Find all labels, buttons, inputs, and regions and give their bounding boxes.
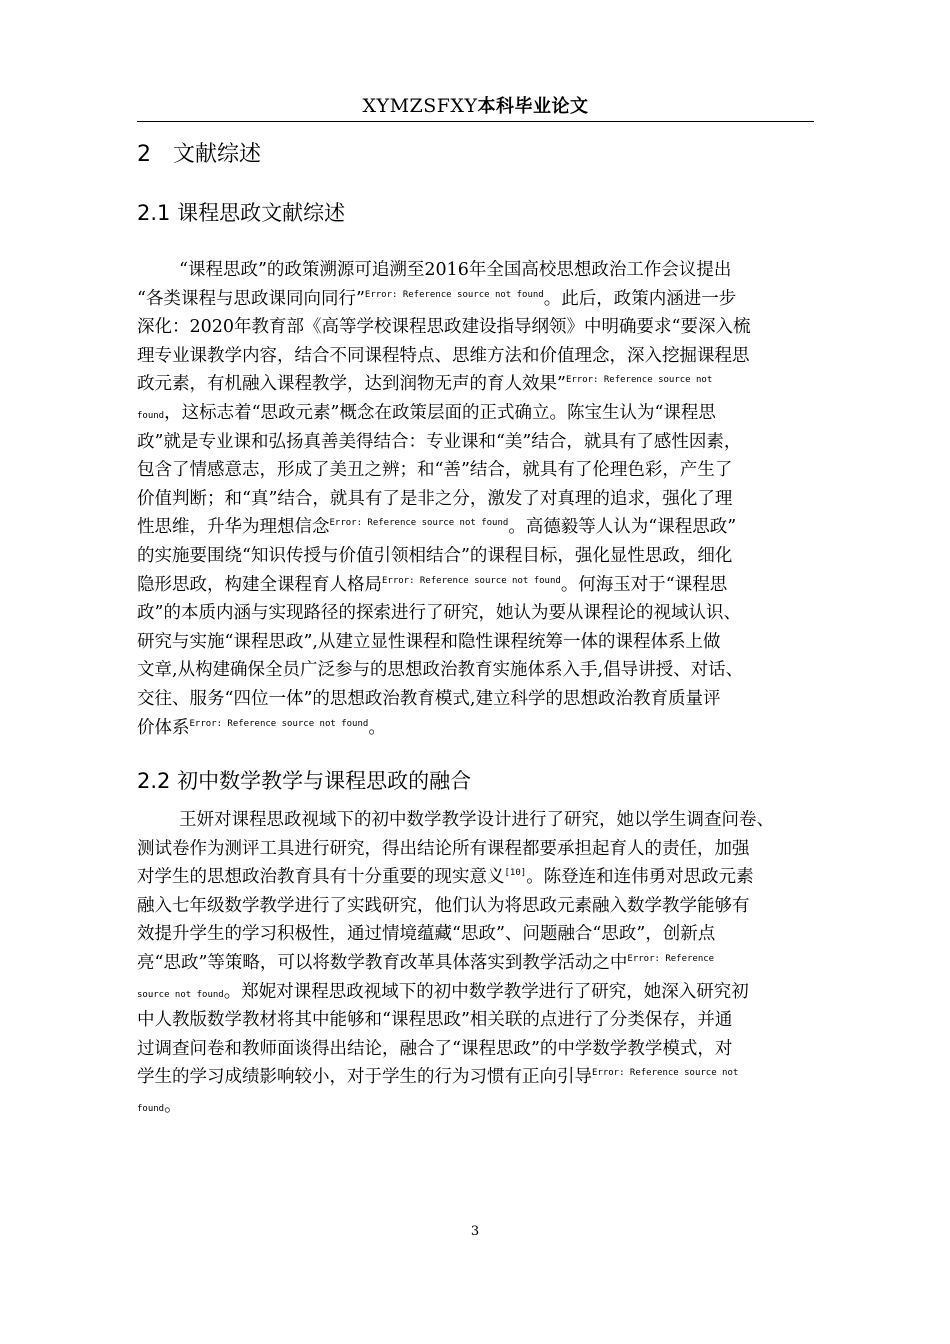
page-number: 3: [470, 1224, 480, 1239]
text-line: 研究与实施“课程思政”,从建立显性课程和隐性课程统筹一体的课程体系上做: [137, 631, 721, 652]
text-line: 隐形思政，构建全课程育人格局$^{Error: Reference source not found}$。何海玉对于“课程思: [137, 574, 728, 595]
section-heading-2-2: 2.2 初中数学教学与课程思政的融合: [137, 769, 472, 793]
text-line: “课程思政”的政策溯源可追溯至2016年全国高校思想政治工作会议提出: [179, 260, 732, 280]
citation-error: Error: Reference source not found: [382, 575, 561, 586]
citation-error-continued: found: [137, 1103, 165, 1114]
text-line: 政元素，有机融入课程教学，达到润物无声的育人效果”$^{Error: Reference source not}$: [137, 374, 713, 395]
citation-error: Error: Reference: [627, 953, 715, 964]
text-line: 理专业课教学内容，结合不同课程特点、思维方法和价值理念，深入挖掘课程思: [137, 345, 750, 366]
text-line: 对学生的思想政治教育具有十分重要的现实意义[10]。陈登连和连伟勇对思政元素: [137, 867, 754, 888]
section-2-1-paragraph: [137, 256, 814, 742]
text-line: 性思维，升华为理想信念$^{Error: Reference source not found}$。高德毅等人认为“课程思政”: [137, 517, 737, 538]
section-2-2-paragraph: [137, 806, 814, 1121]
text-line: 文章,从构建确保全员广泛参与的思想政治教育实施体系入手,倡导讲授、对话、: [137, 660, 744, 681]
text-line: 深化：2020年教育部《高等学校课程思政建设指导纲领》中明确要求“要深入梳: [137, 317, 751, 338]
text-line: 融入七年级数学教学进行了实践研究，他们认为将思政元素融入数学教学能够有: [137, 895, 750, 916]
citation-error-continued: found: [137, 410, 165, 421]
citation-error: Error: Reference source not found: [329, 518, 509, 529]
text-line: 价体系$^{Error: Reference source not found}$。: [137, 717, 386, 738]
citation-error: Error: Reference source not: [565, 375, 713, 386]
chapter-title: 文献综述: [173, 142, 262, 167]
text-line: 价值判断；和“真”结合，就具有了是非之分，激发了对真理的追求，强化了理: [137, 488, 733, 509]
text-line: 交往、服务“四位一体”的思想政治教育模式,建立科学的思想政治教育质量评: [137, 688, 721, 709]
text-line: 政”就是专业课和弘扬真善美得结合：专业课和“美”结合，就具有了感性因素，: [137, 431, 742, 452]
header-chinese: 本科毕业论文: [477, 96, 589, 117]
text-line: 测试卷作为测评工具进行研究，得出结论所有课程都要承担起育人的责任，加强: [137, 838, 750, 859]
text-line: 亮“思政”等策略，可以将数学教育改革具体落实到教学活动之中$^{Error: Reference}$: [137, 952, 715, 973]
section-heading-2-1: 2.1 课程思政文献综述: [137, 201, 346, 225]
text-line: 学生的学习成绩影响较小，对于学生的行为习惯有正向引导$^{Error: Reference source not}$: [137, 1067, 739, 1088]
text-line: found，这标志着“思政元素”概念在政策层面的正式确立。陈宝生认为“课程思: [137, 402, 716, 423]
citation-error: Error: Reference source not: [592, 1068, 739, 1079]
citation-error: Error: Reference source not found: [364, 289, 544, 300]
chapter-heading: [137, 140, 261, 170]
citation-error-continued: source not found: [137, 989, 224, 1000]
page-header: [137, 93, 814, 122]
text-line: found。: [137, 1095, 182, 1116]
chapter-number: 2: [137, 142, 151, 167]
text-line: 中人教版数学教材将其中能够和“课程思政”相关联的点进行了分类保存，并通: [137, 1010, 733, 1031]
citation: [10]: [504, 868, 527, 879]
text-line: 政”的本质内涵与实现路径的探索进行了研究，她认为要从课程论的视域认识、: [137, 603, 741, 624]
text-line: 效提升学生的学习积极性，通过情境蕴藏“思政”、问题融合“思政”，创新点: [137, 924, 716, 945]
text-line: 王妍对课程思政视域下的初中数学教学设计进行了研究，她以学生调查问卷、: [179, 810, 774, 830]
text-line: 的实施要围绕“知识传授与价值引领相结合”的课程目标，强化显性思政，细化: [137, 545, 733, 566]
text-line: 包含了情感意志，形成了美丑之辨；和“善”结合，就具有了伦理色彩，产生了: [137, 460, 733, 481]
text-line: “各类课程与思政课同向同行”$^{Error: Reference source not found}$。此后，政策内涵进一步: [137, 288, 737, 309]
text-line: 过调查问卷和教师面谈得出结论，融合了“课程思政”的中学数学教学模式，对: [137, 1038, 733, 1059]
header-title: [363, 95, 589, 117]
text-line: source not found。郑妮对课程思政视域下的初中数学教学进行了研究，她深入研究初: [137, 981, 749, 1002]
header-latin: XYMZSFXY: [362, 95, 478, 117]
citation-error: Error: Reference source not found: [189, 718, 369, 729]
